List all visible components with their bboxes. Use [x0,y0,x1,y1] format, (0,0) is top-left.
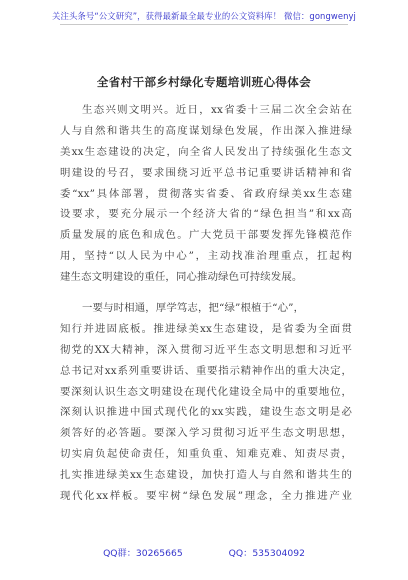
text-line: 扎实推进绿美xx生态建设，加快打造人与自然和谐共生的 [60,469,352,482]
text-line: 设要求，要充分展示一个经济大省的“绿色担当”和xx高 [60,208,352,221]
text-line: 现代化xx样板。要牢树“绿色发展”理念，全力推进产业 [60,490,352,503]
text-line: 彻党的XX大精神，深入贯彻习近平生态文明思想和习近平 [60,343,352,356]
text-line: 要深刻认识生态文明建设在现代化建设全局中的重要地位， [60,385,352,398]
text-line: 总书记对xx系列重要讲话、重要指示精神作出的重大决定， [60,364,352,377]
footer-qq-group: QQ群：30265665 [103,548,183,559]
text-line: 美xx生态建设的决定，向全省人民发出了持续强化生态文 [60,145,352,158]
text-line: 质量发展的底色和成色。广大党员干部要发挥先锋模范作 [60,229,352,242]
text-line: 深刻认识推进中国式现代化的xx实践，建设生态文明是必 [60,406,352,419]
document-body [60,100,352,507]
text-line: 知行并进固底板。推进绿美xx生态建设，是省委为全面贯 [60,322,352,335]
text-line: 建生态文明建设的重任，同心推动绿色可持续发展。 [60,271,303,284]
paragraph-spacer [60,288,352,298]
footer-qq-number: QQ：535304092 [228,548,305,559]
document-title: 全省村干部乡村绿化专题培训班心得体会 [96,75,312,89]
text-line: 用，坚持“以人民为中心”，主动找准治理重点，扛起构 [60,250,352,263]
header-banner: 关注头条号“公文研究”，获得最新最全最专业的公文资料库！ 微信：gongwenyj [52,11,356,21]
header-divider [60,24,348,25]
text-line: 一要与时相通，厚学笃志，把“绿”根植于“心”， [82,302,305,315]
paragraph-1 [60,100,352,288]
text-line: 委“xx”具体部署，贯彻落实省委、省政府绿美xx生态建 [60,187,352,200]
text-line: 人与自然和谐共生的高度谋划绿色发展，作出深入推进绿 [60,124,352,137]
footer-contact [0,545,408,559]
text-line: 须答好的必答题。要深入学习贯彻习近平生态文明思想， [60,427,352,440]
text-line: 生态兴则文明兴。近日，xx省委十三届二次全会站在 [82,104,352,116]
text-line: 明建设的号召，要求围绕习近平总书记重要讲话精神和省 [60,166,352,179]
paragraph-2 [60,298,352,507]
text-line: 切实肩负起使命责任，知重负重、知难克难、知责尽责， [60,448,352,461]
